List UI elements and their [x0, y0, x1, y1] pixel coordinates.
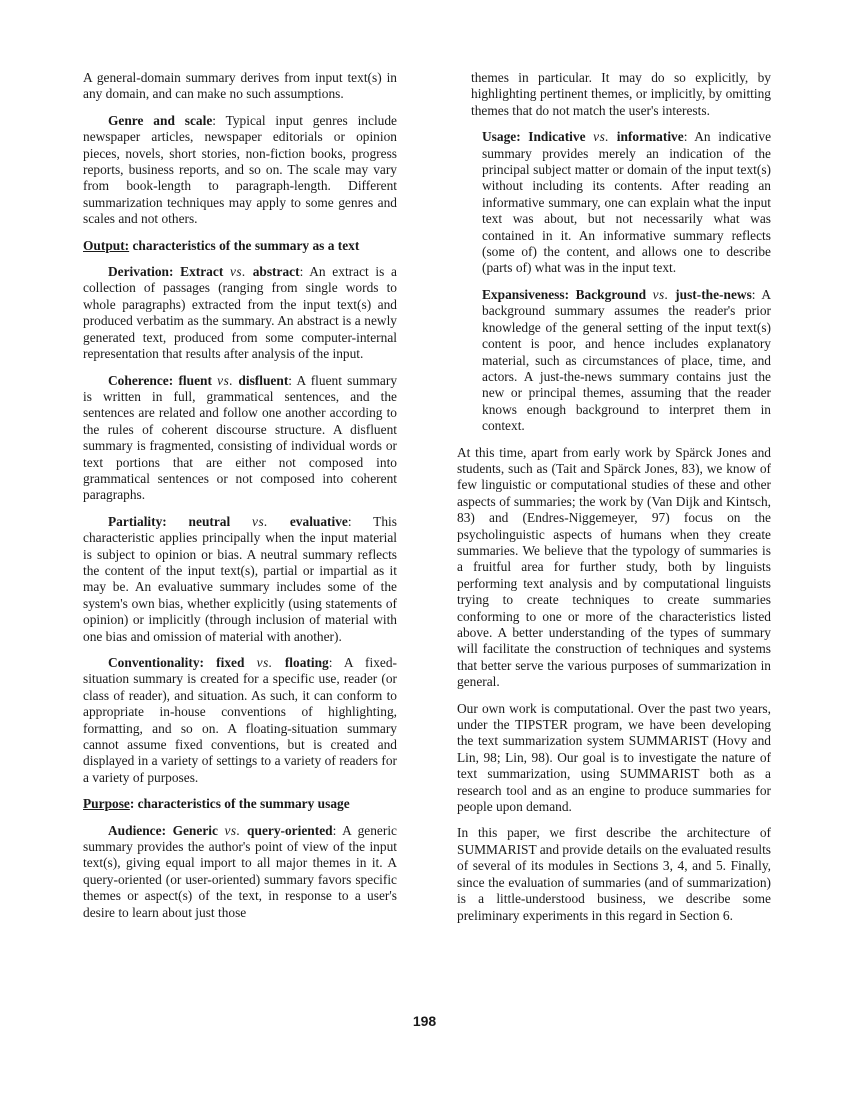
audience-body: : A generic summary provides the author's point of view of the input text(s), giving equal import to all major themes in it. A query-oriented (or user-oriented) summary favors specific themes or aspect(s) of the text, in response to a user's desire to learn about just those — [83, 822, 398, 920]
left-column — [83, 70, 397, 931]
section-heading-output — [83, 238, 397, 254]
paragraph-derivation — [83, 264, 397, 362]
paragraph-usage — [457, 129, 771, 277]
partiality-body: : This characteristic applies principally when the input material is subject to opinion or bias. A neutral summary reflects the content of the input text(s), partial or impartial as it may be. An evaluative summary includes some of the system's own bias, whether explicitly (using statements of opinion) or implicitly (through inclusion of material with one bias and omission of material with another). — [83, 513, 397, 644]
paragraph-partiality — [83, 514, 397, 645]
genre-scale-body: : Typical input genres include newspaper articles, newspaper editorials or opinion pieces, novels, short stories, non-fiction books, progress reports, business reports, and so on. The scale may vary from book-length to paragraph-length. Different summarization techniques may apply to some genres and scales and not others. — [83, 112, 398, 227]
paragraph-genre-scale — [83, 113, 397, 228]
paragraph-expansiveness — [457, 287, 771, 435]
paragraph-coherence — [83, 373, 397, 504]
right-column — [457, 70, 771, 934]
page-number: 198 — [412, 1013, 437, 1029]
paragraph-general-domain: A general-domain summary derives from input text(s) in any domain, and can make no such assumptions. — [83, 70, 397, 102]
paragraph-conventionality — [83, 655, 397, 786]
paragraph-audience — [83, 823, 397, 921]
term-genre-scale: Genre and scale — [108, 112, 213, 128]
paragraph-audience-continued: themes in particular. It may do so explicitly, by highlighting pertinent themes, or implicitly, by omitting themes that do not match the user's interests. — [471, 70, 771, 118]
derivation-body: : An extract is a collection of passages (ranging from single words to whole paragraphs) extracted from the input text(s) and produced verbatim as the summary. An abstract is a newly generated text, produced from some computer-internal representation that results after analysis of the input. — [83, 264, 398, 362]
term-usage: Usage: Indicative vs. informative — [482, 129, 684, 145]
conventionality-body: : A fixed-situation summary is created for a specific use, reader (or class of reader), and situation. As such, it can conform to appropriate in-house conventions of highlighting, formatting, and so on. A floating-situation summary cannot assume fixed conventions, but is created and displayed in a variety of settings to a variety of readers for a variety of purposes. — [83, 655, 397, 785]
term-expansiveness: Expansiveness: Background vs. just-the-news — [482, 286, 752, 302]
expansiveness-body: : A background summary assumes the reader's prior knowledge of the general setting of the input text(s) content is poor, and hence includes explanatory material, such as circumstances of place, time, and actors. A just-the-news summary contains just the new or principal themes, assuming that the reader knows enough background to interpret them in context. — [482, 286, 771, 434]
term-audience: Audience: Generic vs. query-oriented — [108, 822, 333, 838]
term-partiality: Partiality: neutral vs. evaluative — [108, 513, 348, 529]
term-conventionality: Conventionality: fixed vs. floating — [108, 655, 329, 670]
heading-output-label: Output: — [83, 237, 130, 253]
paragraph-in-this-paper: In this paper, we first describe the architecture of SUMMARIST and provide details on the evaluated results of several of its modules in Sections 3, 4, and 5. Finally, since the evaluation of summaries (and of summarization) is a little-understood business, we describe some preliminary experiments in this regard in Section 6. — [457, 825, 772, 923]
term-derivation: Derivation: Extract vs. abstract — [108, 264, 300, 280]
term-coherence: Coherence: fluent vs. disfluent — [108, 372, 289, 388]
heading-purpose-rest: : characteristics of the summary usage — [129, 796, 350, 812]
section-heading-purpose — [83, 796, 397, 812]
heading-purpose-label: Purpose — [83, 796, 130, 812]
coherence-body: : A fluent summary is written in full, grammatical sentences, and the sentences are related and follow one another according to the rules of coherent discourse structure. A disfluent summary is fragmented, consisting of individual words or text portions that are either not composed into grammatical sentences or not composed into coherent paragraphs. — [83, 372, 398, 503]
usage-body: : An indicative summary provides merely an indication of the principal subject matter or domain of the input text(s) without including its contents. After reading an informative summary, one can explain what the input text was about, but not necessarily what was contained in it. An informative summary reflects (some of) the content, and allows one to describe (parts of) what was in the input text. — [482, 129, 772, 276]
paragraph-at-this-time: At this time, apart from early work by Spärck Jones and students, such as (Tait and Spärck Jones, 83), we know of few linguistic or computational studies of these and other aspects of summaries; the work by (Van Dijk and Kintsch, 83) and (Endres-Niggemeyer, 97) focus on the psycholinguistic aspects of humans when they create summaries. We believe that the typology of summaries is a fruitful area for further study, both by linguists performing text analysis and by computational linguists trying to create techniques to create summaries conforming to one or more of the characteristics listed above. A better understanding of the types of summary will facilitate the construction of techniques and systems that better serve the various purposes of summarization in general. — [457, 444, 771, 690]
heading-output-rest: characteristics of the summary as a text — [129, 237, 360, 253]
paragraph-our-own-work: Our own work is computational. Over the past two years, under the TIPSTER program, we have been developing the text summarization system SUMMARIST (Hovy and Lin, 98; Lin, 98). Our goal is to investigate the nature of text summarization, using SUMMARIST both as a research tool and as an engine to produce summaries for people upon demand. — [457, 700, 771, 815]
